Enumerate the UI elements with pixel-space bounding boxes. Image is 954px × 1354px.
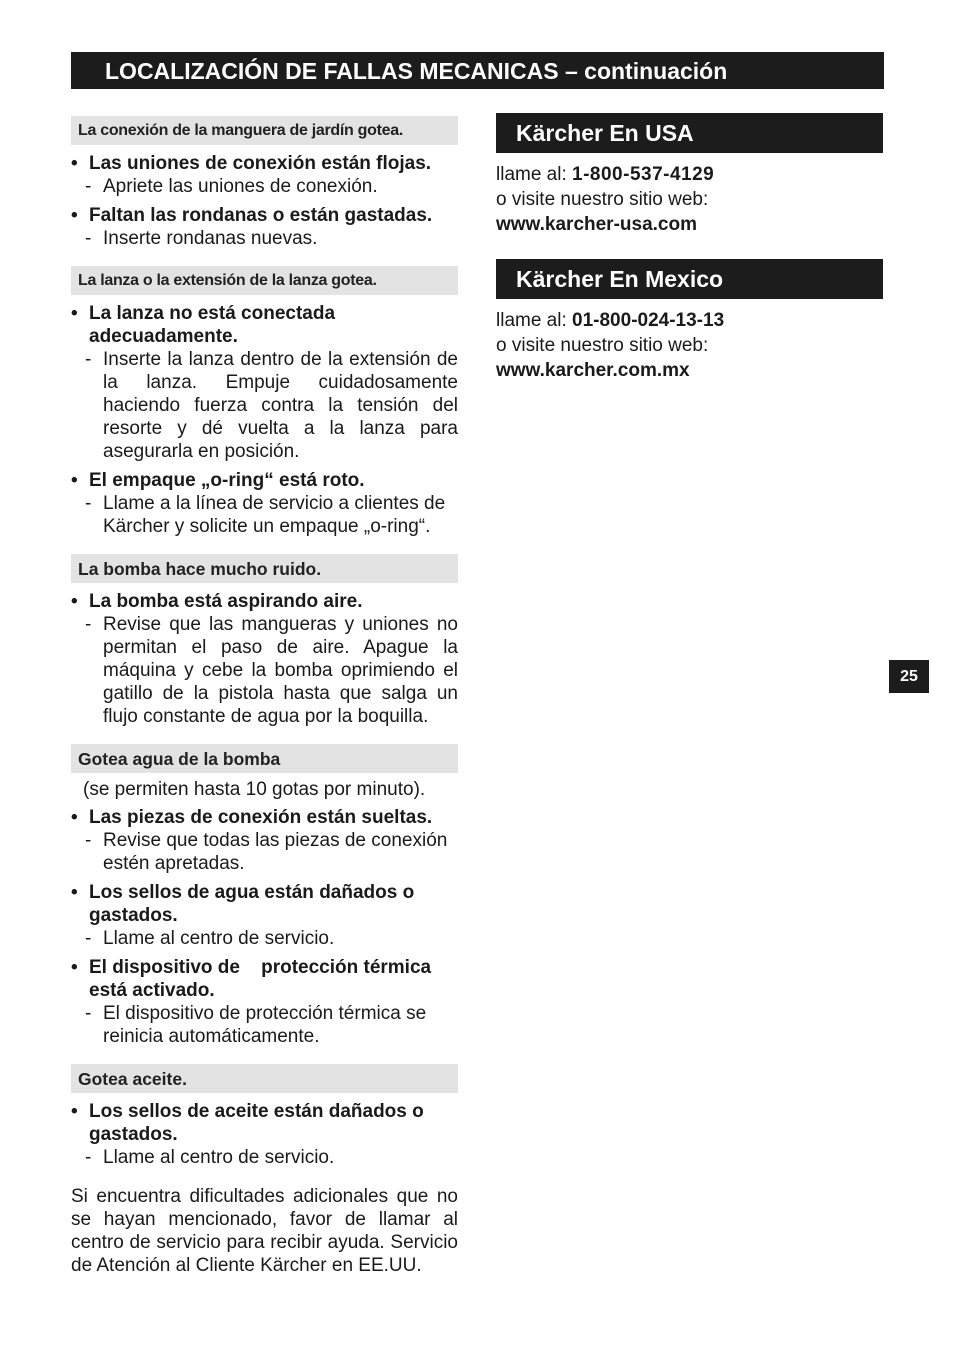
fix-text: - El dispositivo de protección térmica se reinicia automáticamente. [85, 1003, 427, 1047]
phone-number: 01-800-024-13-13 [572, 310, 725, 331]
fix-text: - Llame a la línea de servicio a clientes de Kärcher y solicite un empaque „o-ring“. [85, 493, 446, 537]
call-label: llame al: [496, 164, 573, 185]
visit-label: o visite nuestro sitio web: [496, 189, 709, 210]
dash-icon: - [85, 928, 92, 949]
footer-paragraph: Si encuentra dificultades adicionales que no se hayan mencionado, favor de llamar al centro de servicio para recibir ayuda. Servicio de Atención al Cliente Kärcher en EE.UU. [71, 1186, 458, 1276]
dash-icon: - [85, 228, 92, 249]
troubleshooting-column [71, 116, 458, 1277]
cause-text: • La bomba está aspirando aire. [71, 591, 363, 612]
troubleshooting-section [71, 554, 458, 728]
fix-text: - Apriete las uniones de conexión. [85, 176, 378, 197]
list-item [71, 806, 458, 875]
list-item [71, 302, 458, 463]
contact-heading: Kärcher En Mexico [496, 259, 883, 299]
contact-heading: Kärcher En USA [496, 113, 883, 153]
contact-block-usa [496, 113, 883, 237]
cause-text: • Las uniones de conexión están flojas. [71, 153, 432, 174]
dash-icon: - [85, 349, 92, 370]
cause-text: • El dispositivo de protección térmica está activado. [71, 957, 437, 1001]
list-item [71, 590, 458, 728]
contact-block-mexico [496, 259, 883, 383]
bullet-icon: • [71, 470, 78, 491]
list-item [71, 881, 458, 950]
cause-text: • Los sellos de agua están dañados o gastados. [71, 882, 415, 926]
list-item [71, 469, 458, 538]
list-item [71, 204, 458, 250]
contact-details [496, 162, 883, 237]
section-heading: Gotea agua de la bomba [71, 744, 458, 773]
page-title: LOCALIZACIÓN DE FALLAS MECANICAS – continuación [71, 52, 884, 89]
cause-text: • El empaque „o-ring“ está roto. [71, 470, 365, 491]
dash-icon: - [85, 1147, 92, 1168]
contact-details [496, 308, 883, 383]
dash-icon: - [85, 1003, 92, 1024]
visit-label: o visite nuestro sitio web: [496, 335, 709, 356]
fix-text: - Revise que todas las piezas de conexión estén apretadas. [85, 830, 448, 874]
dash-icon: - [85, 176, 92, 197]
section-heading: La lanza o la extensión de la lanza gotea. [71, 266, 458, 295]
fix-text: - Revise que las mangueras y uniones no permitan el paso de aire. Apague la máquina y cebe la bomba oprimiendo el gatillo de la pistola hasta que salga un flujo constante de agua por la boquilla. [85, 614, 458, 727]
troubleshooting-section [71, 116, 458, 250]
dash-icon: - [85, 614, 92, 635]
list-item [71, 956, 458, 1048]
bullet-icon: • [71, 807, 78, 828]
cause-text: • La lanza no está conectada adecuadamente. [71, 303, 336, 347]
troubleshooting-section [71, 744, 458, 1048]
website-link[interactable]: www.karcher.com.mx [496, 360, 690, 381]
bullet-icon: • [71, 153, 78, 174]
fix-text: - Inserte la lanza dentro de la extensión de la lanza. Empuje cuidadosamente haciendo fuerza contra la tensión del resorte y dé vuelta a la lanza para asegurarla en posición. [85, 349, 458, 462]
website-link[interactable]: www.karcher-usa.com [496, 214, 697, 235]
bullet-icon: • [71, 882, 78, 903]
section-note: (se permiten hasta 10 gotas por minuto). [83, 779, 426, 800]
section-heading: La bomba hace mucho ruido. [71, 554, 458, 583]
bullet-icon: • [71, 303, 78, 324]
cause-text: • Las piezas de conexión están sueltas. [71, 807, 433, 828]
dash-icon: - [85, 830, 92, 851]
call-label: llame al: [496, 310, 573, 331]
fix-text: - Llame al centro de servicio. [85, 1147, 335, 1168]
phone-number: 1-800-537-4129 [572, 164, 715, 185]
page-number: 25 [889, 660, 929, 693]
cause-text: • Los sellos de aceite están dañados o gastados. [71, 1101, 424, 1145]
bullet-icon: • [71, 957, 78, 978]
cause-text: • Faltan las rondanas o están gastadas. [71, 205, 433, 226]
bullet-icon: • [71, 1101, 78, 1122]
list-item [71, 1100, 458, 1169]
fix-text: - Llame al centro de servicio. [85, 928, 335, 949]
list-item [71, 152, 458, 198]
dash-icon: - [85, 493, 92, 514]
section-heading: Gotea aceite. [71, 1064, 458, 1093]
fix-text: - Inserte rondanas nuevas. [85, 228, 318, 249]
bullet-icon: • [71, 591, 78, 612]
troubleshooting-section [71, 1064, 458, 1169]
section-heading: La conexión de la manguera de jardín gotea. [71, 116, 458, 145]
contact-column [496, 113, 883, 405]
troubleshooting-section [71, 266, 458, 538]
bullet-icon: • [71, 205, 78, 226]
